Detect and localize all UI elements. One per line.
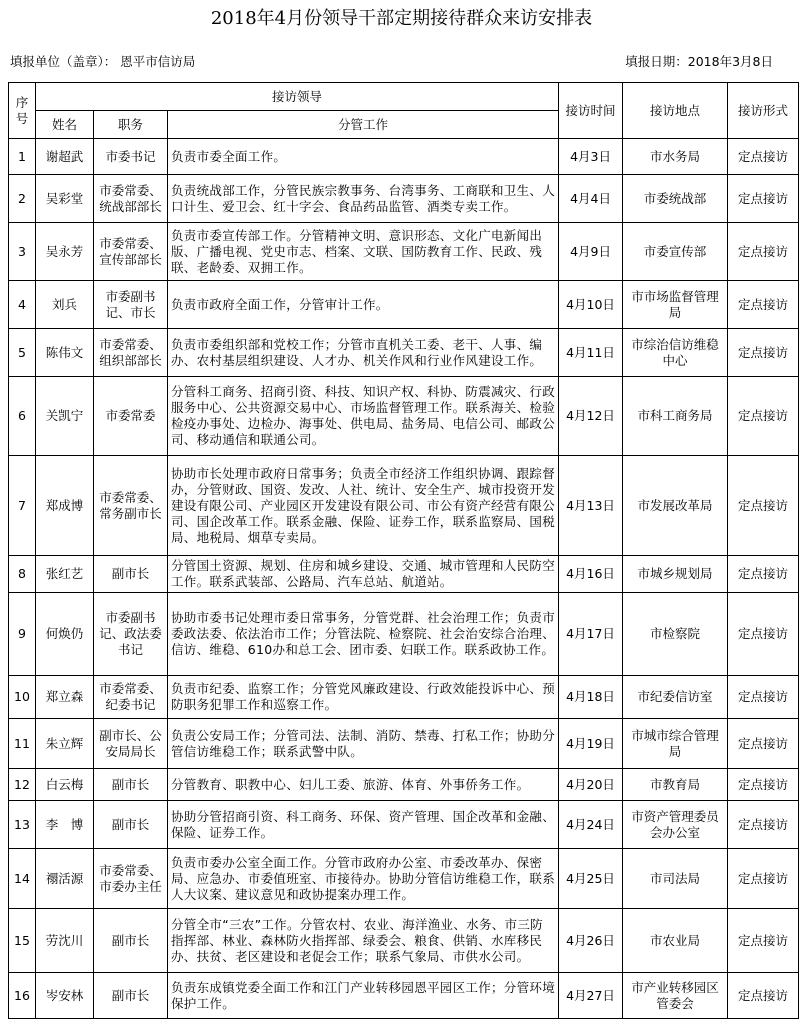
- place-cell: 市水务局: [623, 139, 728, 175]
- form-cell: 定点接访: [728, 769, 799, 801]
- duties-cell: 协助市委书记处理市委日常事务，分管党群、社会治理工作；负责市委政法委、依法治市工作；分管法院、检察院、社会治安综合治理、信访、维稳、610办和总工会、团市委、妇联工作。联系政协工作。: [168, 593, 559, 676]
- table-body: [9, 139, 799, 1019]
- position-cell: 市委常委: [94, 377, 168, 456]
- form-cell: 定点接访: [728, 456, 799, 556]
- position-cell: 市委书记: [94, 139, 168, 175]
- position-cell: 副市长: [94, 909, 168, 973]
- form-cell: 定点接访: [728, 329, 799, 377]
- place-cell: 市委宣传部: [623, 223, 728, 281]
- place-cell: 市科工商务局: [623, 377, 728, 456]
- table-row: [9, 973, 799, 1019]
- table-row: [9, 676, 799, 719]
- table-row: [9, 719, 799, 769]
- table-row: [9, 377, 799, 456]
- place-cell: 市司法局: [623, 849, 728, 909]
- position-cell: 副市长: [94, 556, 168, 593]
- seq-cell: 9: [9, 593, 36, 676]
- time-cell: 4月27日: [559, 973, 623, 1019]
- table-row: [9, 223, 799, 281]
- reporting-unit: [10, 52, 195, 70]
- place-cell: 市委统战部: [623, 175, 728, 223]
- place-cell: 市城乡规划局: [623, 556, 728, 593]
- place-cell: 市市场监督管理局: [623, 281, 728, 329]
- name-cell: 吴彩堂: [36, 175, 94, 223]
- form-cell: 定点接访: [728, 556, 799, 593]
- name-cell: 李 博: [36, 801, 94, 849]
- form-cell: 定点接访: [728, 593, 799, 676]
- time-cell: 4月3日: [559, 139, 623, 175]
- seq-cell: 15: [9, 909, 36, 973]
- time-cell: 4月17日: [559, 593, 623, 676]
- time-cell: 4月19日: [559, 719, 623, 769]
- form-cell: 定点接访: [728, 223, 799, 281]
- seq-cell: 16: [9, 973, 36, 1019]
- place-cell: 市教育局: [623, 769, 728, 801]
- table-row: [9, 456, 799, 556]
- seq-cell: 4: [9, 281, 36, 329]
- name-cell: 劳沈川: [36, 909, 94, 973]
- position-cell: 市委常委、纪委书记: [94, 676, 168, 719]
- seq-cell: 7: [9, 456, 36, 556]
- reporting-date: [625, 52, 773, 70]
- reporting-unit-value: 恩平市信访局: [120, 54, 196, 69]
- seq-cell: 5: [9, 329, 36, 377]
- position-cell: 市委常委、常务副市长: [94, 456, 168, 556]
- table-row: [9, 281, 799, 329]
- position-cell: 市委副书记、市长: [94, 281, 168, 329]
- seq-cell: 6: [9, 377, 36, 456]
- time-cell: 4月20日: [559, 769, 623, 801]
- time-cell: 4月18日: [559, 676, 623, 719]
- position-cell: 副市长、公安局局长: [94, 719, 168, 769]
- place-cell: 市农业局: [623, 909, 728, 973]
- name-cell: 郑成博: [36, 456, 94, 556]
- duties-cell: 负责市委组织部和党校工作；分管市直机关工委、老干、人事、编办、农村基层组织建设、人才办、机关作风和行业作风建设工作。: [168, 329, 559, 377]
- name-cell: 张红艺: [36, 556, 94, 593]
- duties-cell: 负责市政府全面工作，分管审计工作。: [168, 281, 559, 329]
- table-row: [9, 909, 799, 973]
- position-cell: 副市长: [94, 973, 168, 1019]
- reporting-date-label: 填报日期：: [625, 54, 688, 69]
- table-row: [9, 593, 799, 676]
- time-cell: 4月10日: [559, 281, 623, 329]
- position-cell: 市委常委、市委办主任: [94, 849, 168, 909]
- table-row: [9, 556, 799, 593]
- name-cell: 谢超武: [36, 139, 94, 175]
- position-cell: 市委常委、宣传部部长: [94, 223, 168, 281]
- time-cell: 4月26日: [559, 909, 623, 973]
- seq-cell: 1: [9, 139, 36, 175]
- table-row: [9, 329, 799, 377]
- time-cell: 4月16日: [559, 556, 623, 593]
- header-leader-group: 接访领导: [36, 83, 559, 111]
- time-cell: 4月9日: [559, 223, 623, 281]
- page-title: 2018年4月份领导干部定期接待群众来访安排表: [210, 8, 593, 29]
- duties-cell: 分管教育、职教中心、妇儿工委、旅游、体育、外事侨务工作。: [168, 769, 559, 801]
- header-time: 接访时间: [559, 83, 623, 139]
- place-cell: 市检察院: [623, 593, 728, 676]
- name-cell: 白云梅: [36, 769, 94, 801]
- duties-cell: 分管国土资源、规划、住房和城乡建设、交通、城市管理和人民防空工作。联系武装部、公路局、汽车总站、航道站。: [168, 556, 559, 593]
- name-cell: 禤活源: [36, 849, 94, 909]
- table-row: [9, 849, 799, 909]
- schedule-table: [8, 82, 799, 1019]
- seq-cell: 13: [9, 801, 36, 849]
- name-cell: 岑安林: [36, 973, 94, 1019]
- seq-cell: 12: [9, 769, 36, 801]
- header-duties: 分管工作: [168, 111, 559, 139]
- form-cell: 定点接访: [728, 973, 799, 1019]
- header-place: 接访地点: [623, 83, 728, 139]
- seq-cell: 3: [9, 223, 36, 281]
- name-cell: 刘兵: [36, 281, 94, 329]
- time-cell: 4月24日: [559, 801, 623, 849]
- form-cell: 定点接访: [728, 175, 799, 223]
- form-cell: 定点接访: [728, 909, 799, 973]
- name-cell: 何焕仍: [36, 593, 94, 676]
- seq-cell: 11: [9, 719, 36, 769]
- time-cell: 4月4日: [559, 175, 623, 223]
- reporting-date-value: 2018年3月8日: [687, 54, 773, 69]
- duties-cell: 分管全市“三农”工作。分管农村、农业、海洋渔业、水务、市三防指挥部、林业、森林防火指挥部、绿委会、粮食、供销、水库移民办、扶贫、老区建设和老促会工作；联系气象局、市供水公司。: [168, 909, 559, 973]
- time-cell: 4月13日: [559, 456, 623, 556]
- table-row: [9, 801, 799, 849]
- duties-cell: 协助市长处理市政府日常事务；负责全市经济工作组织协调、跟踪督办，分管财政、国资、发改、人社、统计、安全生产、城市投资开发建设有限公司、产业园区开发建设有限公司、市公有资产经营有限公司、国企改革工作。联系金融、保险、证券工作，联系监察局、国税局、地税局、烟草专卖局。: [168, 456, 559, 556]
- duties-cell: 负责市纪委、监察工作；分管党风廉政建设、行政效能投诉中心、预防职务犯罪工作和巡察工作。: [168, 676, 559, 719]
- place-cell: 市资产管理委员会办公室: [623, 801, 728, 849]
- header-name: 姓名: [36, 111, 94, 139]
- name-cell: 郑立森: [36, 676, 94, 719]
- duties-cell: 负责统战部工作，分管民族宗教事务、台湾事务、工商联和卫生、人口计生、爱卫会、红十字会、食品药品监管、酒类专卖工作。: [168, 175, 559, 223]
- duties-cell: 分管科工商务、招商引资、科技、知识产权、科协、防震减灾、行政服务中心、公共资源交易中心、市场监督管理工作。联系海关、检验检疫办事处、边检办、海事处、供电局、盐务局、电信公司、邮政公司、移动通信和联通公司。: [168, 377, 559, 456]
- form-cell: 定点接访: [728, 719, 799, 769]
- position-cell: 副市长: [94, 769, 168, 801]
- form-cell: 定点接访: [728, 849, 799, 909]
- form-cell: 定点接访: [728, 377, 799, 456]
- place-cell: 市城市综合管理局: [623, 719, 728, 769]
- form-cell: 定点接访: [728, 281, 799, 329]
- duties-cell: 负责公安局工作；分管司法、法制、消防、禁毒、打私工作；协助分管信访维稳工作；联系武警中队。: [168, 719, 559, 769]
- seq-cell: 8: [9, 556, 36, 593]
- form-cell: 定点接访: [728, 801, 799, 849]
- table-row: [9, 769, 799, 801]
- header-position: 职务: [94, 111, 168, 139]
- place-cell: 市综治信访维稳中心: [623, 329, 728, 377]
- duties-cell: 负责市委宣传部工作。分管精神文明、意识形态、文化广电新闻出版、广播电视、党史市志、档案、文联、国防教育工作、民政、残联、老龄委、双拥工作。: [168, 223, 559, 281]
- form-cell: 定点接访: [728, 676, 799, 719]
- duties-cell: 负责市委办公室全面工作。分管市政府办公室、市委改革办、保密局、应急办、市委值班室、市接待办。协助分管信访维稳工作，联系人大议案、建议意见和政协提案办理工作。: [168, 849, 559, 909]
- name-cell: 关凯宁: [36, 377, 94, 456]
- reporting-unit-label: 填报单位（盖章）：: [10, 54, 117, 69]
- name-cell: 朱立辉: [36, 719, 94, 769]
- time-cell: 4月12日: [559, 377, 623, 456]
- seq-cell: 14: [9, 849, 36, 909]
- header-form: 接访形式: [728, 83, 799, 139]
- name-cell: 陈伟文: [36, 329, 94, 377]
- position-cell: 市委副书记、政法委书记: [94, 593, 168, 676]
- position-cell: 副市长: [94, 801, 168, 849]
- duties-cell: 负责东成镇党委全面工作和江门产业转移园恩平园区工作；分管环境保护工作。: [168, 973, 559, 1019]
- header-seq: 序号: [9, 83, 36, 139]
- form-cell: 定点接访: [728, 139, 799, 175]
- place-cell: 市发展改革局: [623, 456, 728, 556]
- seq-cell: 2: [9, 175, 36, 223]
- position-cell: 市委常委、统战部部长: [94, 175, 168, 223]
- place-cell: 市产业转移园区管委会: [623, 973, 728, 1019]
- seq-cell: 10: [9, 676, 36, 719]
- time-cell: 4月11日: [559, 329, 623, 377]
- place-cell: 市纪委信访室: [623, 676, 728, 719]
- duties-cell: 协助分管招商引资、科工商务、环保、资产管理、国企改革和金融、保险、证券工作。: [168, 801, 559, 849]
- table-row: [9, 175, 799, 223]
- name-cell: 吴永芳: [36, 223, 94, 281]
- table-row: [9, 139, 799, 175]
- time-cell: 4月25日: [559, 849, 623, 909]
- position-cell: 市委常委、组织部部长: [94, 329, 168, 377]
- duties-cell: 负责市委全面工作。: [168, 139, 559, 175]
